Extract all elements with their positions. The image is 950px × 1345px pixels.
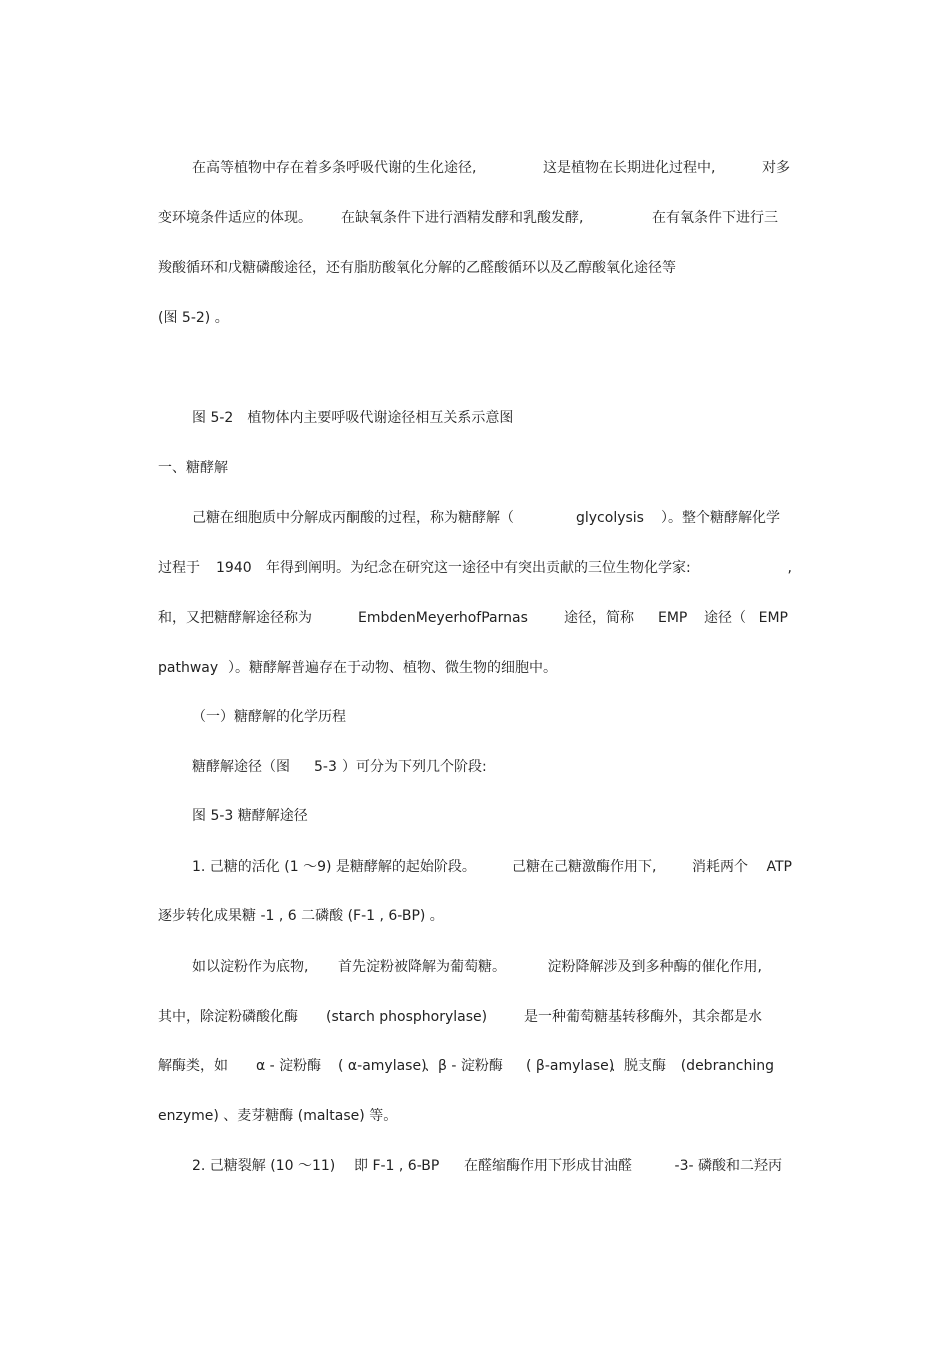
paragraph-1-line-4: (图 5-2) 。 bbox=[158, 310, 229, 326]
document-page: 在高等植物中存在着多条呼吸代谢的生化途径, 这是植物在长期进化过程中, 对多 变环境条件适应的体现。 在缺氧条件下进行酒精发酵和乳酸发酵, 在有氧条件下进行三 羧酸循环和戊糖磷酸途径，还有脂肪酸氧化分解的乙醛酸循环以及乙醇酸氧化途径等 (图 5-2) 。 图 5-2 植物体内主要呼吸代谢途径相互关系示意图 一、糖酵解 己糖在细胞质中分解成丙酮酸的过程，称为糖酵解（ glycolysis ）。整个糖酵解化学 过程于 1940 年得到阐明。为纪念在研究这一途径中有突出贡献的三位生物化学家: , 和，又把糖酵解途径称为 EmbdenMeyerhofParnas 途径，简称 EMP 途径（ EMP pathway ）。糖酵解普遍存在于动物、植物、微生物的细胞中。 （一）糖酵解的化学历程 糖酵解途径（图 5-3 ）可分为下列几个阶段: 图 5-3 糖酵解途径 1. 己糖的活化 (1 ～9) 是糖酵解的起始阶段。 己糖在己糖激酶作用下, 消耗两个 ATP 逐步转化成果糖 -1 , 6 二磷酸 (F-1 , 6-BP) 。 如以淀粉作为底物, 首先淀粉被降解为葡萄糖。 淀粉降解涉及到多种酶的催化作用, 其中，除淀粉磷酸化酶 (starch phosphorylase) 是一种葡萄糖基转移酶外，其余都是水 解酶类，如 α - 淀粉酶 ( α-amylase) 、β - 淀粉酶 ( β-amylase) 、脱支酶 (debranching enzyme) 、麦芽糖酶 (maltase) 等。 2. 己糖裂解 (10 ～11) 即 F-1 , 6-BP 在醛缩酶作用下形成甘油醛 -3- 磷酸和二羟丙 bbox=[158, 160, 792, 1174]
section-heading-glycolysis: 一、糖酵解 bbox=[158, 460, 228, 476]
figure-5-2-caption: 图 5-2 植物体内主要呼吸代谢途径相互关系示意图 bbox=[192, 410, 514, 426]
paragraph-1-line-3: 羧酸循环和戊糖磷酸途径，还有脂肪酸氧化分解的乙醛酸循环以及乙醇酸氧化途径等 bbox=[158, 260, 676, 276]
paragraph-5-line-4: enzyme) 、麦芽糖酶 (maltase) 等。 bbox=[158, 1108, 398, 1124]
subsection-heading-chemical-process: （一）糖酵解的化学历程 bbox=[192, 709, 346, 725]
figure-5-3-caption: 图 5-3 糖酵解途径 bbox=[192, 808, 308, 824]
paragraph-4-line-2: 逐步转化成果糖 -1 , 6 二磷酸 (F-1 , 6-BP) 。 bbox=[158, 908, 444, 924]
